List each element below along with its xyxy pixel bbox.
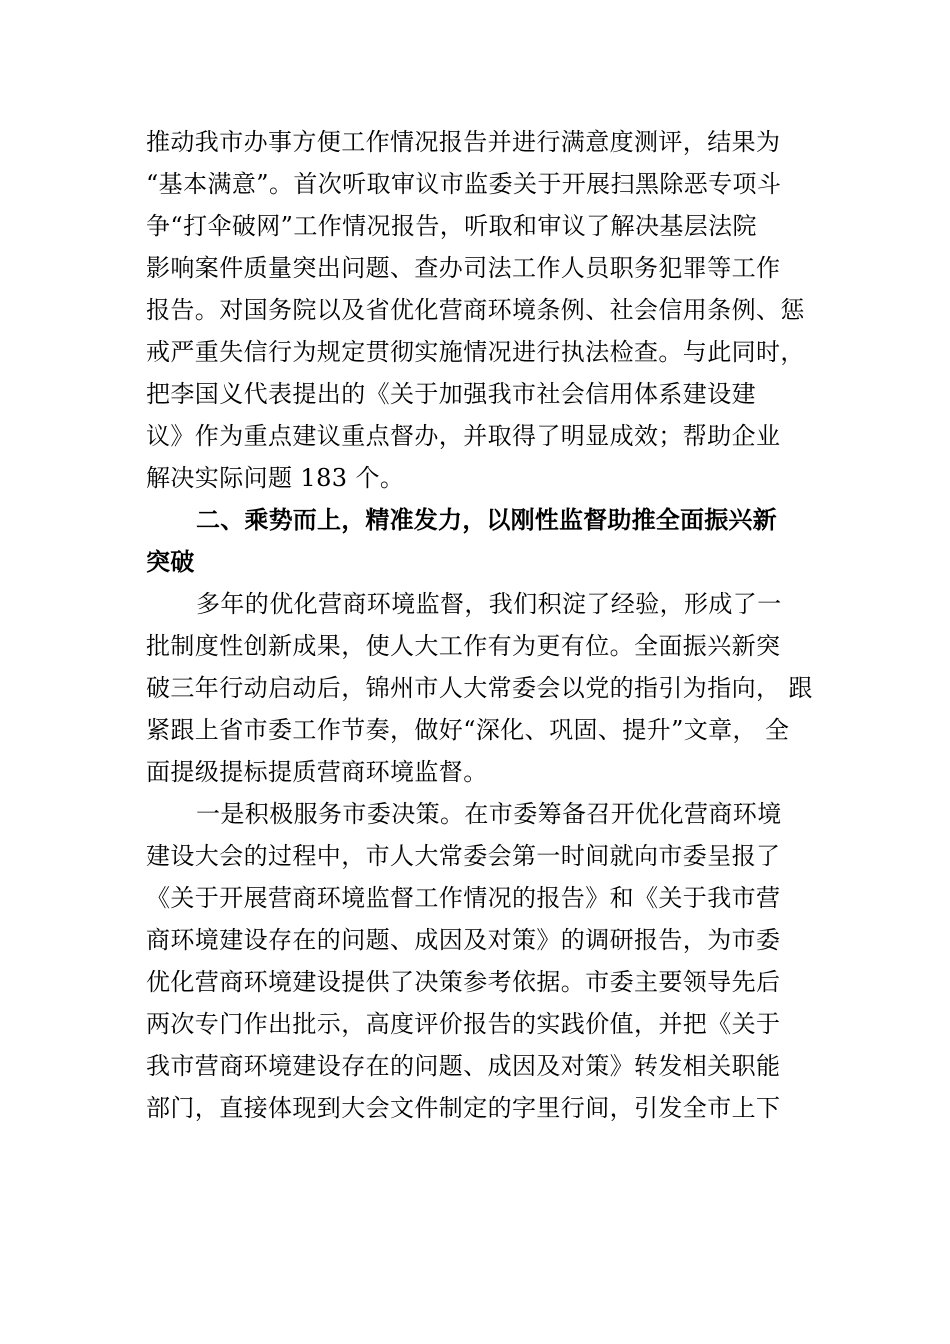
body-text-line: 推动我市办事方便工作情况报告并进行满意度测评，结果为 bbox=[146, 128, 781, 156]
body-text-line: 部门，直接体现到大会文件制定的字里行间，引发全市上下 bbox=[146, 1094, 781, 1122]
body-text-line: 紧跟上省市委工作节奏，做好“深化、巩固、提升”文章， 全 bbox=[146, 716, 790, 744]
body-text-line: 把李国义代表提出的《关于加强我市社会信用体系建设建 bbox=[146, 380, 756, 408]
body-text-line: 商环境建设存在的问题、成因及对策》的调研报告，为市委 bbox=[146, 926, 781, 954]
body-text-line: 批制度性创新成果，使人大工作有为更有位。全面振兴新突 bbox=[146, 632, 781, 660]
body-text-line: “基本满意”。首次听取审议市监委关于开展扫黑除恶专项斗 bbox=[146, 170, 782, 198]
body-text-line: 解决实际问题 183 个。 bbox=[146, 464, 405, 492]
body-text-line: 两次专门作出批示，高度评价报告的实践价值，并把《关于 bbox=[146, 1010, 781, 1038]
body-text-line: 破三年行动启动后，锦州市人大常委会以党的指引为指向， 跟 bbox=[146, 674, 813, 702]
body-text-line: 《关于开展营商环境监督工作情况的报告》和《关于我市营 bbox=[146, 884, 781, 912]
body-text-line: 议》作为重点建议重点督办，并取得了明显成效；帮助企业 bbox=[146, 422, 781, 450]
body-text-line: 戒严重失信行为规定贯彻实施情况进行执法检查。与此同时， bbox=[146, 338, 805, 366]
body-text-line: 面提级提标提质营商环境监督。 bbox=[146, 758, 488, 786]
body-text-line: 建设大会的过程中，市人大常委会第一时间就向市委呈报了 bbox=[146, 842, 781, 870]
body-text-line: 争“打伞破网”工作情况报告，听取和审议了解决基层法院 bbox=[146, 212, 757, 240]
section-heading-continuation: 突破 bbox=[146, 548, 195, 576]
body-text-line: 我市营商环境建设存在的问题、成因及对策》转发相关职能 bbox=[146, 1052, 781, 1080]
body-text-line: 影响案件质量突出问题、查办司法工作人员职务犯罪等工作 bbox=[146, 254, 781, 282]
body-text-line: 报告。对国务院以及省优化营商环境条例、社会信用条例、惩 bbox=[146, 296, 805, 324]
section-heading: 二、乘势而上，精准发力，以刚性监督助推全面振兴新 bbox=[196, 506, 777, 534]
paragraph-first-line: 多年的优化营商环境监督，我们积淀了经验，形成了一 bbox=[196, 590, 782, 618]
body-text-line: 优化营商环境建设提供了决策参考依据。市委主要领导先后 bbox=[146, 968, 781, 996]
paragraph-first-line: 一是积极服务市委决策。在市委筹备召开优化营商环境 bbox=[196, 800, 782, 828]
